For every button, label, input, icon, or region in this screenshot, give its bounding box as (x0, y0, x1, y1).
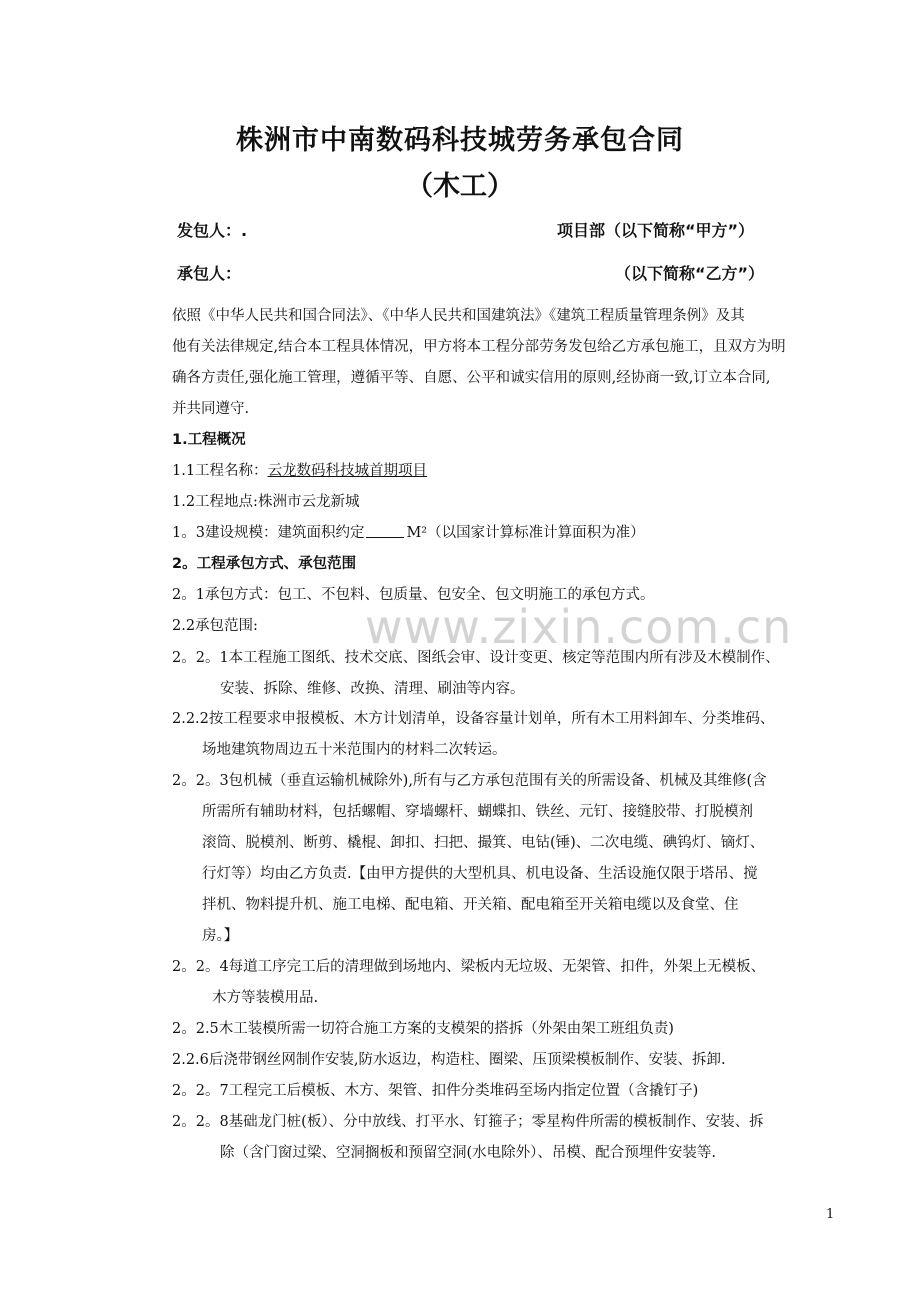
contract-mode-line: 2。1承包方式：包工、不包料、包质量、包安全、包文明施工的承包方式。 (172, 587, 655, 603)
project-name-value: 云龙数码科技城首期项目 (267, 463, 428, 479)
project-scale-line (172, 523, 645, 543)
party-b-label: 承包人： (177, 264, 242, 283)
clause-line: 2.2.2按工程要求申报模板、木方计划清单，设备容量计划单，所有木工用料卸车、分类堆码、 (172, 711, 775, 727)
intro-line: 依照《中华人民共和国合同法》、《中华人民共和国建筑法》《建筑工程质量管理条例》及其 (172, 308, 745, 324)
clause-line: 行灯等）均由乙方负责.【由甲方提供的大型机具、机电设备、生活设施仅限于塔吊、搅 (202, 866, 758, 882)
contract-title: 株洲市中南数码科技城劳务承包合同 (236, 125, 684, 156)
clause-line: 场地建筑物周边五十米范围内的材料二次转运。 (202, 742, 507, 758)
clause-line: 2。2。4每道工序完工后的清理做到场地内、梁板内无垃圾、无架管、扣件，外架上无模板、 (172, 959, 766, 975)
watermark: www.zixin.com.cn (365, 600, 793, 654)
clause-line: 2。2.5木工装模所需一切符合施工方案的支模架的搭拆（外架由架工班组负责) (172, 1021, 674, 1037)
clause-line: 2。2。8基础龙门桩(板）、分中放线、打平水、钉箍子；零星构件所需的模板制作、安装、拆 (172, 1114, 764, 1130)
contract-subtitle: （木工） (406, 171, 514, 202)
party-a-label: 发包人：. (177, 221, 248, 240)
party-b-designation: （以下简称“乙方”） (615, 264, 765, 283)
clause-line: 2。2。3包机械（垂直运输机械除外),所有与乙方承包范围有关的所需设备、机械及其维修(含 (172, 773, 767, 789)
project-scale-label: 1。3建设规模：建筑面积约定 (172, 525, 365, 541)
clause-line: 所需所有辅助材料，包括螺帽、穿墙螺杆、蝴蝶扣、铁丝、元钉、接缝胶带、打脱模剂 (202, 804, 753, 820)
clause-line: 除（含门窗过梁、空洞搁板和预留空洞(水电除外）、吊模、配合预埋件安装等. (220, 1145, 717, 1161)
clause-line: 拌机、物料提升机、施工电梯、配电箱、开关箱、配电箱至开关箱电缆以及食堂、住 (202, 897, 739, 913)
project-location-line: 1.2工程地点:株洲市云龙新城 (172, 494, 360, 510)
project-name-label: 1.1工程名称： (172, 463, 268, 479)
area-blank (366, 523, 404, 538)
clause-line: 2。2。7工程完工后模板、木方、架管、扣件分类堆码至场内指定位置（含撬钉子) (172, 1083, 699, 1099)
project-scale-unit: M²（以国家计算标准计算面积为准） (406, 525, 645, 541)
section-heading: 2。工程承包方式、承包范围 (172, 556, 357, 572)
intro-line: 确各方责任,强化施工管理，遵循平等、自愿、公平和诚实信用的原则,经协商一致,订立本合同, (172, 370, 771, 386)
clause-line: 2.2.6后浇带钢丝网制作安装,防水返边，构造柱、圈梁、压顶梁模板制作、安装、拆卸. (172, 1052, 726, 1068)
scope-heading-line: 2.2承包范围: (172, 618, 258, 634)
section-heading: 1.工程概况 (172, 432, 246, 448)
project-name-line (172, 461, 427, 481)
party-a-designation: 项目部（以下简称“甲方”） (557, 221, 755, 240)
clause-line: 滚筒、脱模剂、断剪、橇棍、卸扣、扫把、撮箕、电钻(锤)、二次电缆、碘钨灯、镝灯、 (202, 835, 765, 851)
clause-line: 2。2。1本工程施工图纸、技术交底、图纸会审、设计变更、核定等范围内所有涉及木模制作、 (172, 650, 780, 666)
intro-line: 并共同遵守. (172, 401, 250, 417)
clause-line: 房。】 (202, 928, 239, 944)
intro-line: 他有关法律规定,结合本工程具体情况，甲方将本工程分部劳务发包给乙方承包施工，且双方为明 (172, 339, 786, 355)
page-number: 1 (826, 1207, 835, 1222)
clause-line: 木方等装模用品. (212, 990, 319, 1006)
clause-line: 安装、拆除、维修、改换、清理、刷油等内容。 (220, 681, 525, 697)
